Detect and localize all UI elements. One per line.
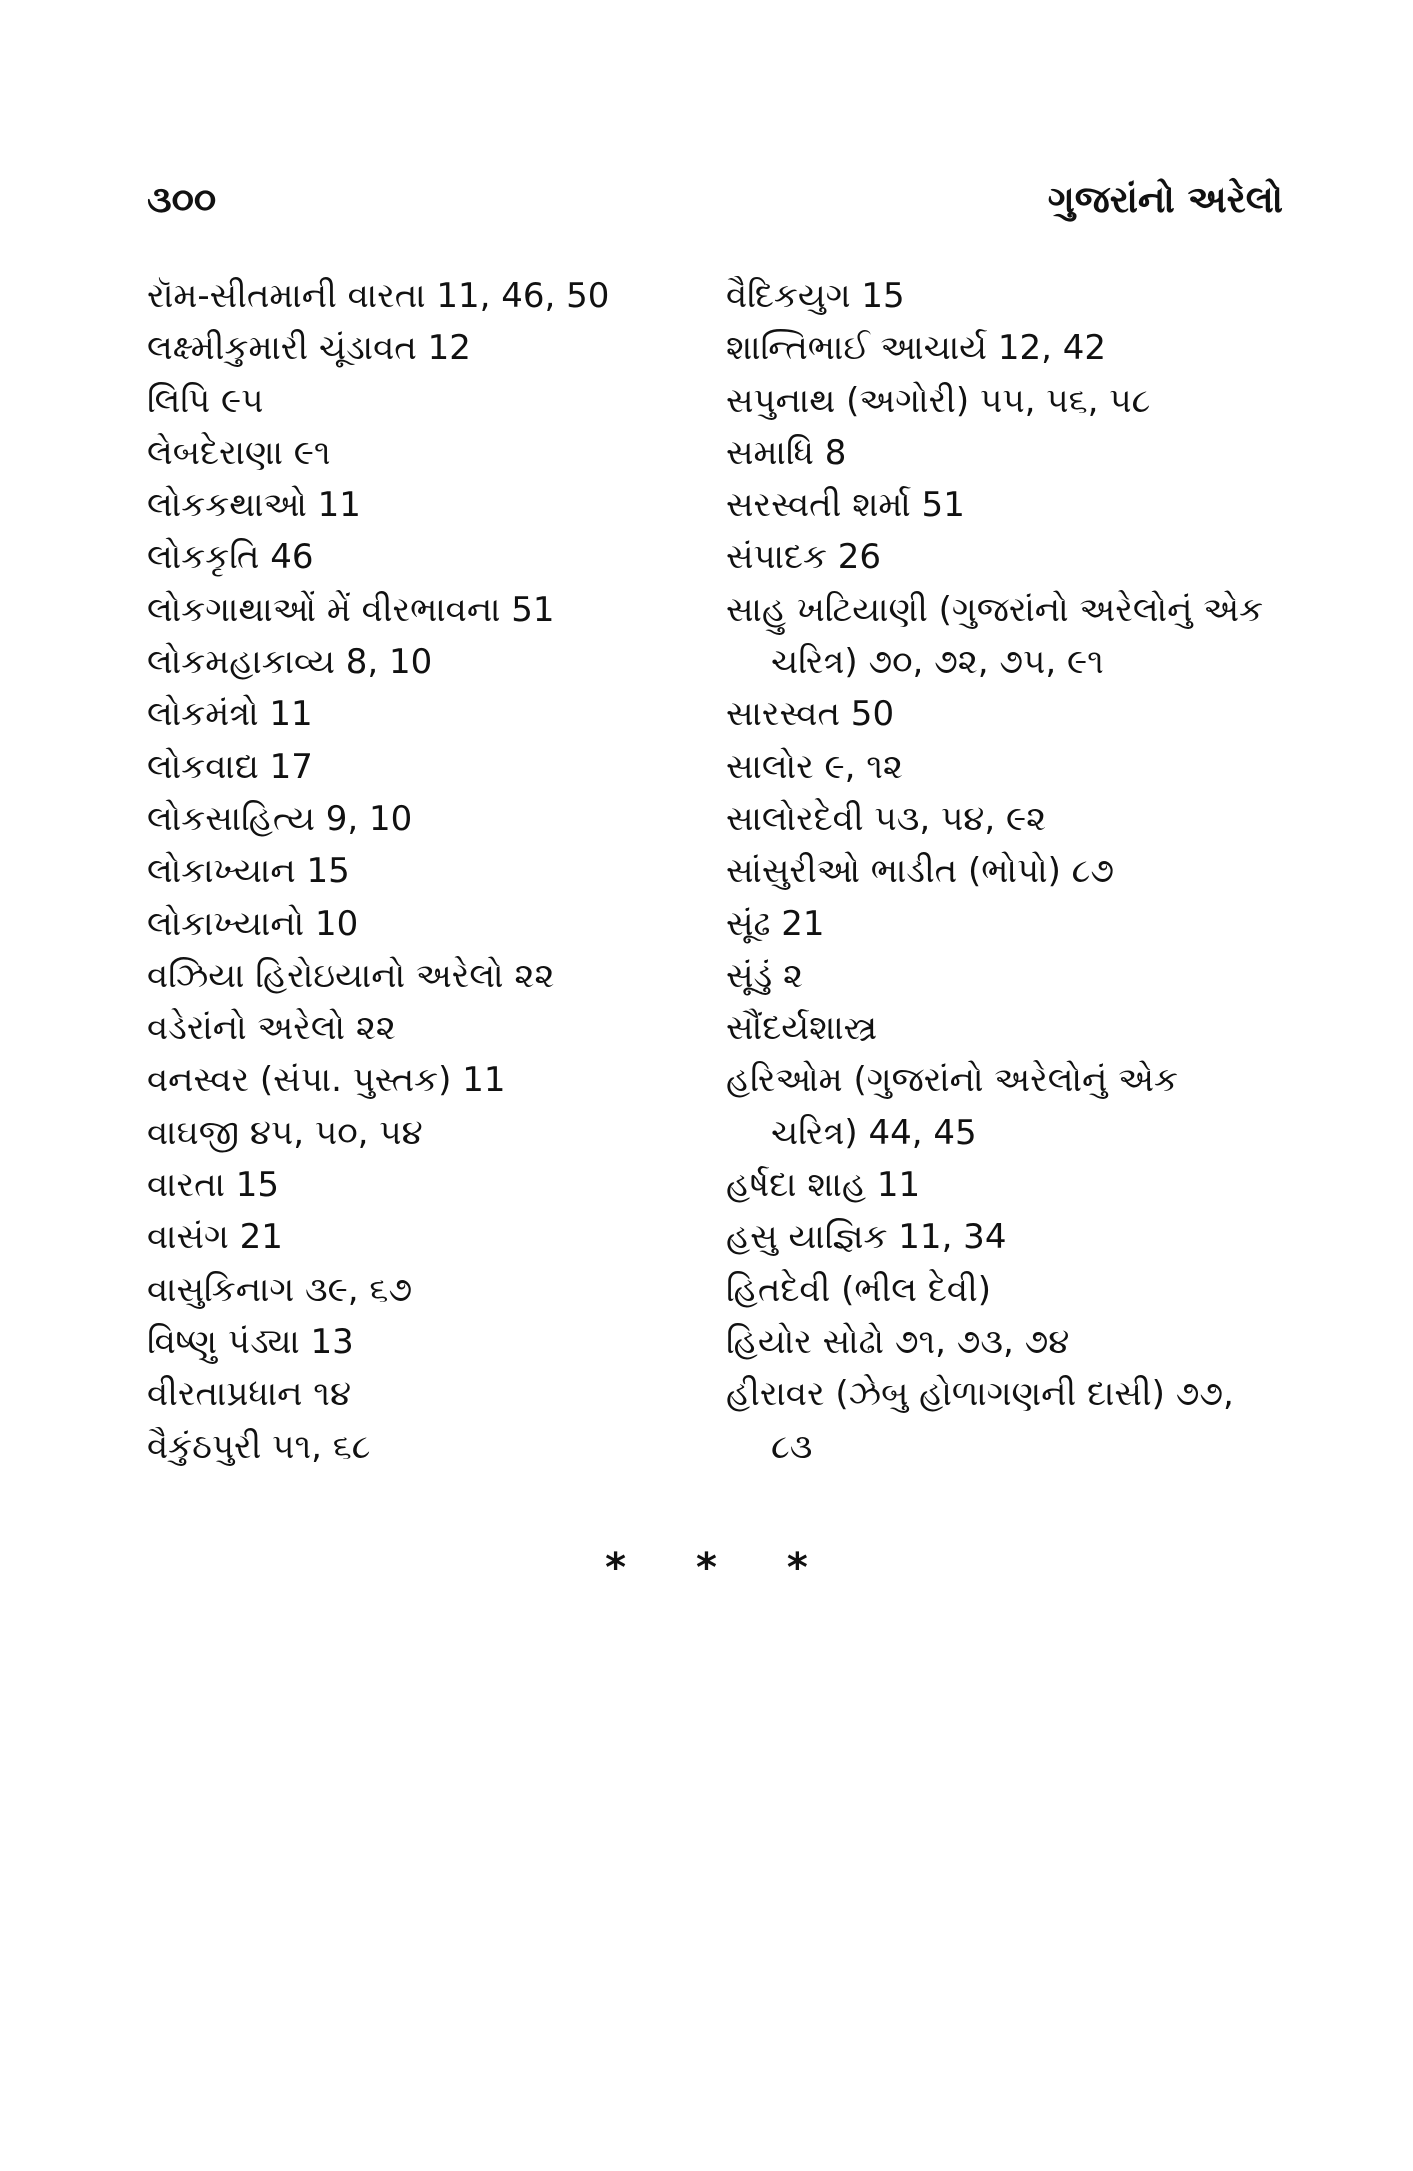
index-entry-text: વારતા 15 xyxy=(147,1165,280,1206)
running-title: ગુજરાંનો અરેલો xyxy=(1047,178,1283,221)
index-column-left xyxy=(147,270,667,1473)
index-entry-text: લોકસાહિત્ય 9, 10 xyxy=(147,798,413,839)
index-entry xyxy=(726,479,1306,531)
index-entry xyxy=(147,427,667,479)
index-entry xyxy=(147,845,667,897)
index-entry xyxy=(726,741,1306,793)
page-header xyxy=(147,170,1283,230)
index-entry-continuation: ચરિત્ર) ૭૦, ૭૨, ૭૫, ૯૧ xyxy=(771,642,1104,683)
index-entry xyxy=(726,898,1306,950)
index-entry-text: વાઘજી ૪૫, ૫૦, ૫૪ xyxy=(147,1112,423,1153)
index-entry-text: વૈદિકયુગ 15 xyxy=(726,276,905,316)
index-entry xyxy=(726,950,1306,1002)
index-entry xyxy=(147,688,667,740)
index-entry-text: લિપિ ૯૫ xyxy=(147,380,264,421)
index-entry xyxy=(726,1159,1306,1211)
index-entry-text: લોકમહાકાવ્ય 8, 10 xyxy=(147,642,433,683)
index-entry xyxy=(147,1211,667,1263)
ornament-star: * xyxy=(605,1545,627,1591)
index-entry-text: લેબદેરાણા ૯૧ xyxy=(147,432,331,473)
index-entry-text: સમાધિ 8 xyxy=(726,432,847,473)
index-entry xyxy=(147,322,667,374)
page-number: ૩૦૦ xyxy=(147,178,217,221)
index-entry-continuation: ચરિત્ર) 44, 45 xyxy=(771,1112,977,1153)
index-entry xyxy=(147,793,667,845)
index-entry-text: સરસ્વતી શર્મા 51 xyxy=(726,485,965,526)
index-entry xyxy=(726,688,1306,740)
index-entry-text: હરિઓમ (ગુજરાંનો અરેલોનું એક xyxy=(726,1060,1178,1101)
index-entry-text: સૌંદર્યશાસ્ત્ર xyxy=(726,1008,878,1049)
index-entry xyxy=(726,793,1306,845)
index-entry xyxy=(147,479,667,531)
index-entry xyxy=(726,584,1306,689)
index-entry xyxy=(147,584,667,636)
index-entry-text: વાસંગ 21 xyxy=(147,1217,283,1258)
index-entry xyxy=(726,1211,1306,1263)
index-entry-text: વાસુકિનાગ ૩૯, ૬૭ xyxy=(147,1269,413,1310)
index-entry-text: લોકાખ્યાનો 10 xyxy=(147,903,359,944)
index-entry xyxy=(147,375,667,427)
index-entry-text: સાહુ ખટિયાણી (ગુજરાંનો અરેલોનું એક xyxy=(726,589,1264,630)
index-entry-text: હિયોર સોઢો ૭૧, ૭૩, ૭૪ xyxy=(726,1321,1070,1362)
index-entry-text: સારસ્વત 50 xyxy=(726,694,895,735)
index-entry-text: હર્ષદા શાહ 11 xyxy=(726,1165,921,1206)
index-entry-text: સાંસુરીઓ ભાડીત (ભોપો) ૮૭ xyxy=(726,851,1114,892)
index-entry-text: લોકવાદ્ય 17 xyxy=(147,746,313,787)
index-entry xyxy=(726,1002,1306,1054)
index-entry-text: લોકકથાઓ 11 xyxy=(147,485,361,526)
index-entry-text: લોકગાથાઓં મેં વીરભાવના 51 xyxy=(147,589,555,630)
index-entry xyxy=(147,1107,667,1159)
index-entry-text: હીરાવર (ઝેબુ હોળાગણની દાસી) ૭૭, xyxy=(726,1374,1234,1415)
index-entry-text: વૈકુંઠપુરી ૫૧, ૬૮ xyxy=(147,1426,371,1467)
index-entry xyxy=(147,1316,667,1368)
index-entry-text: હિતદેવી (ભીલ દેવી) xyxy=(726,1269,991,1310)
index-entry-text: લોકાખ્યાન 15 xyxy=(147,851,350,892)
index-entry xyxy=(147,1421,667,1473)
index-entry xyxy=(147,741,667,793)
index-entry-text: સપુનાથ (અગોરી) ૫૫, ૫૬, ૫૮ xyxy=(726,380,1151,421)
index-entry-text: રૉમ-સીતમાની વારતા 11, 46, 50 xyxy=(147,276,610,316)
index-entry xyxy=(726,322,1306,374)
section-end-ornament xyxy=(0,1545,1413,1591)
index-entry-text: હસુ યાજ્ઞિક 11, 34 xyxy=(726,1217,1007,1258)
index-entry-text: વડેરાંનો અરેલો ૨૨ xyxy=(147,1008,396,1049)
index-entry xyxy=(726,427,1306,479)
ornament-star: * xyxy=(696,1545,717,1591)
index-entry xyxy=(726,531,1306,583)
index-entry xyxy=(147,1264,667,1316)
index-entry-text: વીરતાપ્રધાન ૧૪ xyxy=(147,1374,352,1415)
index-entry-text: સૂંઢ 21 xyxy=(726,903,825,944)
index-entry xyxy=(726,270,1306,322)
index-entry xyxy=(726,1368,1306,1473)
index-entry xyxy=(147,1054,667,1106)
index-entry-text: સંપાદક 26 xyxy=(726,537,882,578)
index-entry-text: સૂંડું ૨ xyxy=(726,955,803,996)
index-entry xyxy=(147,531,667,583)
index-entry xyxy=(726,375,1306,427)
index-entry xyxy=(726,1054,1306,1159)
index-entry-text: શાન્તિભાઈ આચાર્ય 12, 42 xyxy=(726,328,1106,369)
index-entry-text: વિષ્ણુ પંડ્યા 13 xyxy=(147,1321,354,1362)
index-entry-continuation: ૮૩ xyxy=(771,1426,813,1467)
ornament-star: * xyxy=(786,1545,808,1591)
index-entry-text: સાલોરદેવી ૫૩, ૫૪, ૯૨ xyxy=(726,798,1047,839)
index-entry-text: સાલોર ૯, ૧૨ xyxy=(726,746,903,787)
index-entry-text: લોકમંત્રો 11 xyxy=(147,694,313,735)
index-entry xyxy=(147,950,667,1002)
index-entry xyxy=(147,1002,667,1054)
index-entry xyxy=(147,270,667,322)
index-entry xyxy=(147,1368,667,1420)
index-entry-text: લક્ષ્મીકુમારી ચૂંડાવત 12 xyxy=(147,328,471,369)
index-entry-text: વનસ્વર (સંપા. પુસ્તક) 11 xyxy=(147,1060,506,1101)
index-entry-text: લોકકૃતિ 46 xyxy=(147,537,314,578)
index-entry xyxy=(147,898,667,950)
index-entry xyxy=(726,1316,1306,1368)
index-entry xyxy=(726,1264,1306,1316)
index-entry xyxy=(147,1159,667,1211)
index-entry xyxy=(726,845,1306,897)
index-column-right xyxy=(726,270,1306,1473)
index-entry-text: વઝિયા હિરોઇયાનો અરેલો ૨૨ xyxy=(147,955,555,996)
index-entry xyxy=(147,636,667,688)
